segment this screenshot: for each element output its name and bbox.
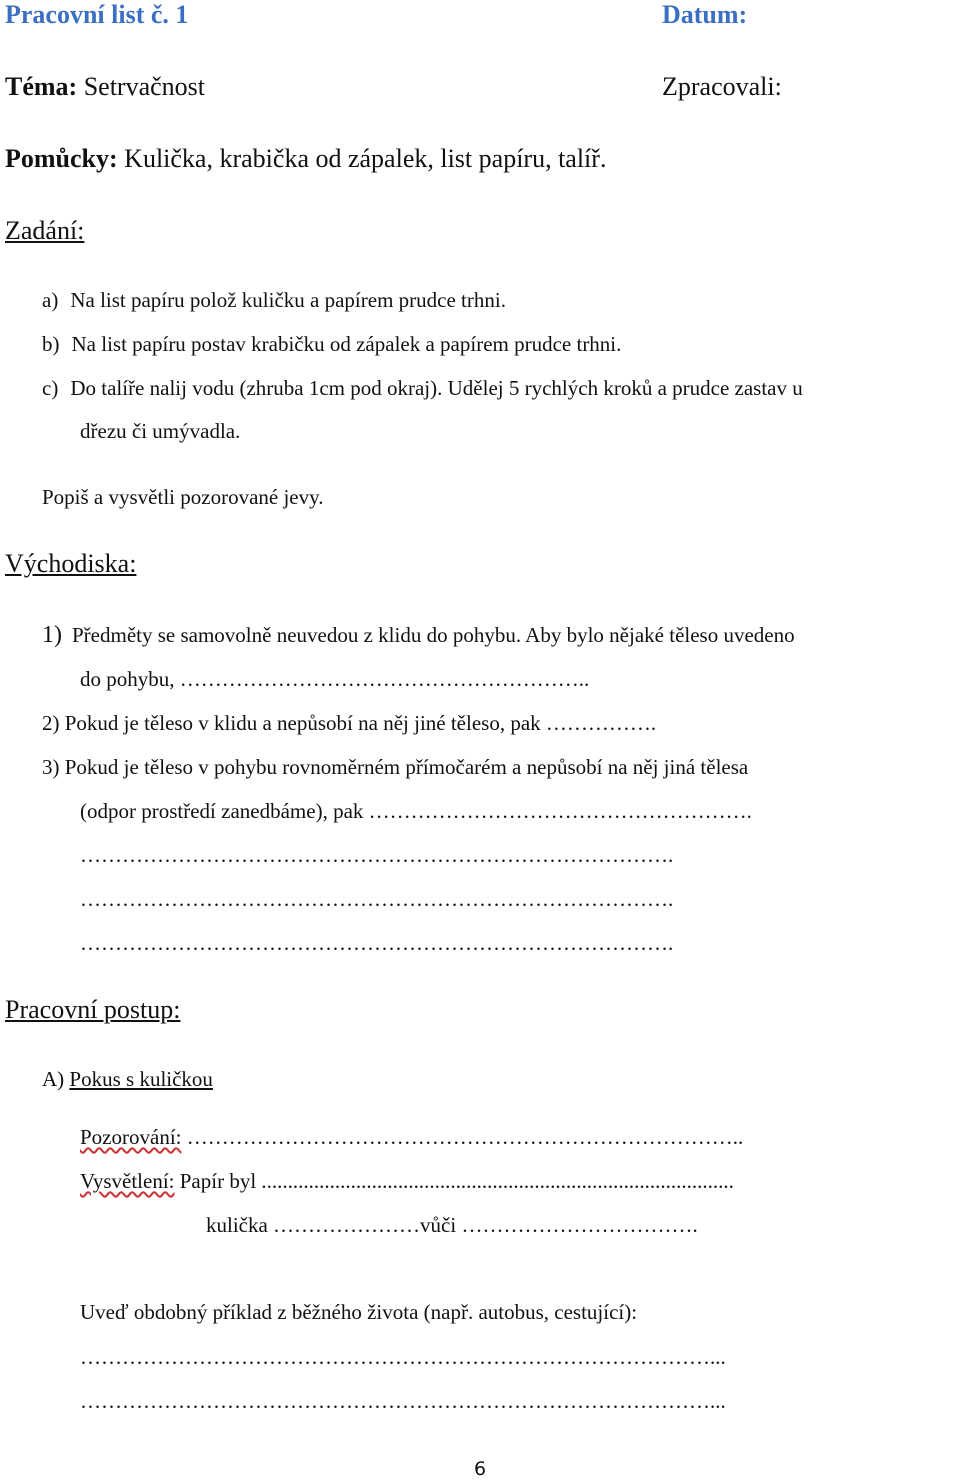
item-marker: 1) [42,622,62,648]
authors-label: Zpracovali: [662,72,782,101]
observation-line [80,1124,743,1150]
assignment-item-b [42,331,621,357]
premise-3-line1: 3) Pokud je těleso v pohybu rovnoměrném přímočarém a nepůsobí na něj jiná tělesa [42,755,749,779]
assignment-heading: Zadání: [5,216,85,245]
answer-dots-line: ………………………………………………………………………………... [80,1389,726,1413]
premise-3-line2: (odpor prostředí zanedbáme), pak ………………………………………………. [80,799,752,823]
item-marker: b) [42,332,60,356]
assignment-item-a [42,287,506,313]
answer-dots-line: …………………………………………………………………………. [80,843,674,867]
worksheet-title: Pracovní list č. 1 [5,0,189,29]
item-text: Na list papíru postav krabičku od zápalek a papírem prudce trhni. [71,332,622,356]
tools-value: Kulička, krabička od zápalek, list papíru, talíř. [117,144,607,173]
topic-value: Setrvačnost [77,72,206,101]
item-marker: A) [42,1067,65,1091]
observation-dots: …………………………………………………………………….. [181,1125,744,1149]
premise-text: Předměty se samovolně neuvedou z klidu do pohybu. Aby bylo nějaké těleso uvedeno [72,623,795,647]
ball-relative-line: kulička …………………vůči ……………………………. [206,1213,698,1237]
premise-2: 2) Pokud je těleso v klidu a nepůsobí na něj jiné těleso, pak ……………. [42,711,657,735]
premises-heading: Východiska: [5,549,137,578]
answer-dots-line: …………………………………………………………………………. [80,931,674,955]
observation-label: Pozorování: [80,1125,182,1149]
tools-label: Pomůcky: [5,144,118,173]
item-marker: a) [42,288,59,312]
experiment-a-heading [42,1066,213,1092]
assignment-item-c-cont: dřezu či umývadla. [80,419,241,443]
item-text: Na list papíru polož kuličku a papírem prudce trhni. [70,288,506,312]
item-marker: c) [42,376,59,400]
explanation-label: Vysvětlení: [80,1169,175,1193]
date-label: Datum: [662,0,748,29]
topic-label: Téma: [5,72,78,101]
example-prompt: Uveď obdobný příklad z běžného života (např. autobus, cestující): [80,1300,638,1324]
item-text: Do talíře nalij vodu (zhruba 1cm pod okraj). Udělej 5 rychlých kroků a prudce zastav u [70,376,803,400]
tools-line [5,144,606,174]
assignment-instruction: Popiš a vysvětli pozorované jevy. [42,485,324,509]
explanation-line [80,1168,734,1194]
page-number: 6 [474,1458,487,1480]
assignment-item-c [42,375,803,401]
explanation-text: Papír byl .......................................................................................... [174,1169,734,1193]
experiment-a-title: Pokus s kuličkou [69,1067,213,1091]
topic-line [5,72,205,102]
answer-dots-line: …………………………………………………………………………. [80,887,674,911]
premise-1-line2: do pohybu, ………………………………………………….. [80,667,590,691]
answer-dots-line: ………………………………………………………………………………... [80,1345,726,1369]
procedure-heading: Pracovní postup: [5,995,181,1024]
premise-1-line1 [42,622,795,648]
